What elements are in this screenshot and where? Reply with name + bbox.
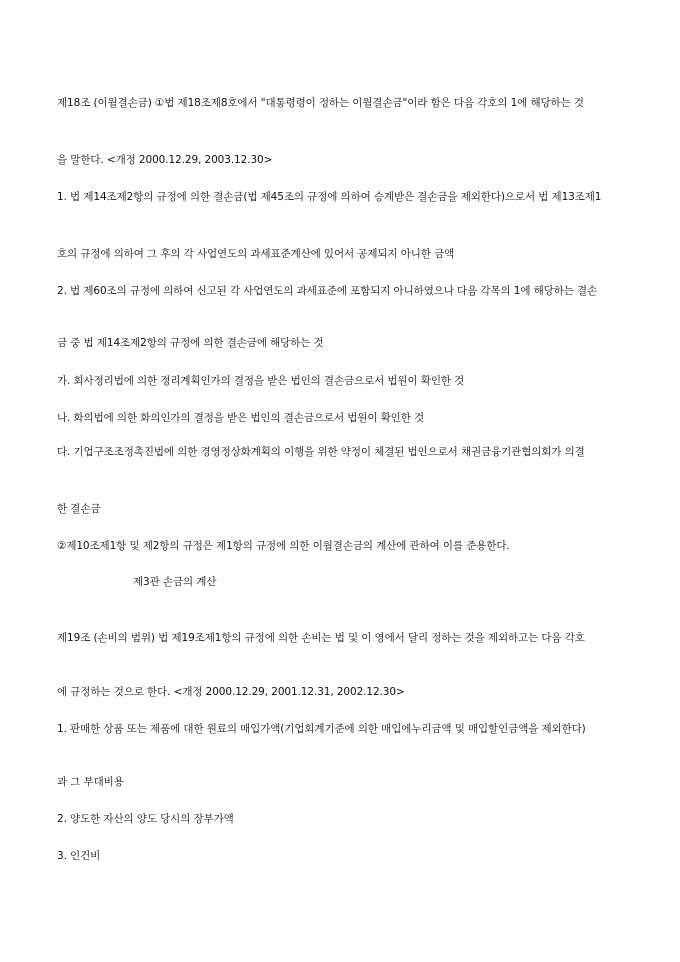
article-18-text-cont: 을 말한다. <개정 2000.12.29, 2003.12.30> xyxy=(57,154,273,166)
article-18-subitem-na: 나. 화의법에 의한 화의인가의 결정을 받은 법인의 결손금으로서 법원이 확인한 것 xyxy=(57,412,425,424)
section-3-heading: 제3관 손금의 계산 xyxy=(133,576,217,588)
article-18-heading: 제18조 (이월결손금) ①법 제18조제8호에서 "대통령령이 정하는 이월결손금"이라 함은 다음 각호의 1에 해당하는 것 xyxy=(57,97,584,109)
article-19-item-2: 2. 양도한 자산의 양도 당시의 장부가액 xyxy=(57,813,234,825)
article-18-item-2: 2. 법 제60조의 규정에 의하여 신고된 각 사업연도의 과세표준에 포함되지 아니하였으나 다음 각목의 1에 해당하는 결손 xyxy=(57,285,598,297)
article-18-paragraph-2: ②제10조제1항 및 제2항의 규정은 제1항의 규정에 의한 이월결손금의 계산에 관하여 이를 준용한다. xyxy=(57,540,510,552)
article-18-subitem-da: 다. 기업구조조정촉진법에 의한 경영정상화계획의 이행을 위한 약정이 체결된 법인으로서 채권금융기관협의회가 의결 xyxy=(57,446,585,458)
article-18-subitem-da-cont: 한 결손금 xyxy=(57,503,101,515)
article-19-item-3: 3. 인건비 xyxy=(57,850,101,862)
article-18-item-1: 1. 법 제14조제2항의 규정에 의한 결손금(법 제45조의 규정에 의하여 승계받은 결손금을 제외한다)으로서 법 제13조제1 xyxy=(57,191,602,203)
article-18-item-2-cont: 금 중 법 제14조제2항의 규정에 의한 결손금에 해당하는 것 xyxy=(57,337,324,349)
article-18-item-1-cont: 호의 규정에 의하여 그 후의 각 사업연도의 과세표준계산에 있어서 공제되지 아니한 금액 xyxy=(57,248,455,260)
article-18-subitem-ga: 가. 회사정리법에 의한 정리계획인가의 결정을 받은 법인의 결손금으로서 법원이 확인한 것 xyxy=(57,375,465,387)
article-19-item-1-cont: 과 그 부대비용 xyxy=(57,776,124,788)
article-19-heading: 제19조 (손비의 범위) 법 제19조제1항의 규정에 의한 손비는 법 및 이 영에서 달리 정하는 것을 제외하고는 다음 각호 xyxy=(57,632,585,644)
article-19-item-1: 1. 판매한 상품 또는 제품에 대한 원료의 매입가액(기업회계기준에 의한 매입에누리금액 및 매입할인금액을 제외한다) xyxy=(57,723,586,735)
article-19-text-cont: 에 규정하는 것으로 한다. <개정 2000.12.29, 2001.12.31, 2002.12.30> xyxy=(57,686,405,698)
